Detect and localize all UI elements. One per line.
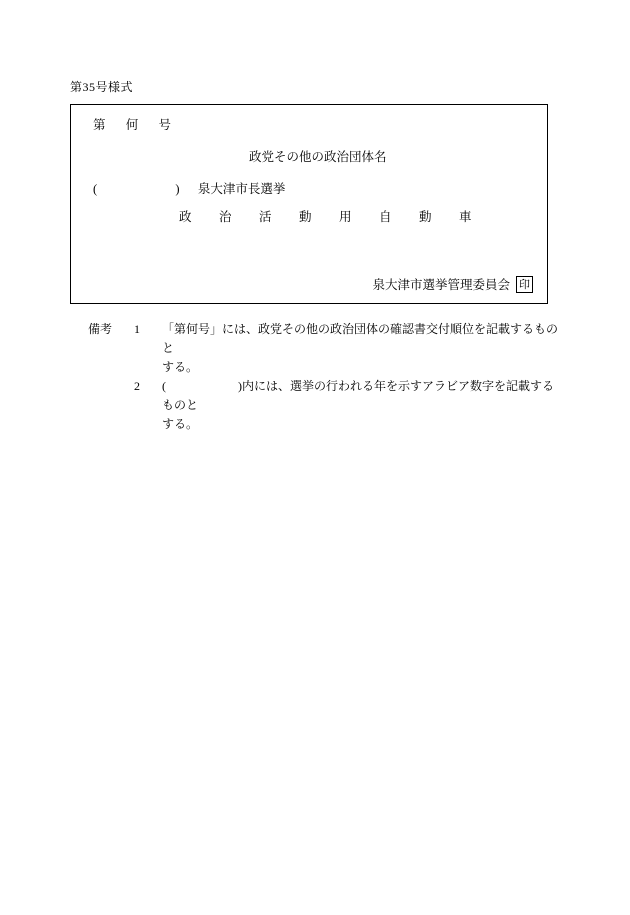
- issuing-committee-name: 泉大津市選挙管理委員会: [372, 278, 510, 292]
- party-name-label: 政党その他の政治団体名: [249, 150, 387, 164]
- note-continuation: する。: [162, 417, 199, 431]
- year-open-paren: (: [93, 182, 98, 196]
- permit-number-prefix: 第: [93, 118, 106, 132]
- notes-section: [88, 320, 558, 434]
- permit-number-line: [93, 115, 171, 133]
- vehicle-title-char: 動: [419, 210, 432, 224]
- vehicle-title-char: 用: [339, 210, 352, 224]
- vehicle-title: [179, 207, 499, 225]
- form-number-label: 第35号様式: [70, 80, 134, 94]
- vehicle-title-char: 政: [179, 210, 192, 224]
- note-number: 1: [134, 322, 140, 336]
- vehicle-title-char: 自: [379, 210, 392, 224]
- seal-stamp-icon: 印: [516, 276, 533, 293]
- note-text: 「第何号」には、政党その他の政治団体の確認書交付順位を記載するものと: [162, 322, 559, 355]
- election-line: [93, 179, 285, 197]
- note-text: ( )内には、選挙の行われる年を示すアラビア数字を記載するものと: [162, 379, 554, 412]
- note-number: 2: [134, 379, 140, 393]
- permit-number-suffix: 号: [158, 118, 172, 132]
- vehicle-title-char: 動: [299, 210, 312, 224]
- election-name: 泉大津市長選挙: [197, 182, 286, 196]
- year-close-paren: ): [175, 182, 180, 196]
- issuing-committee-line: [372, 275, 533, 293]
- vehicle-title-char: 車: [459, 210, 472, 224]
- vehicle-title-char: 活: [259, 210, 272, 224]
- permit-number-middle: 何: [125, 118, 139, 132]
- vehicle-title-char: 治: [219, 210, 232, 224]
- notes-label: 備考: [88, 322, 113, 336]
- form-box: [70, 104, 548, 304]
- note-item: [88, 377, 558, 415]
- note-item: [88, 320, 558, 358]
- note-continuation: する。: [162, 360, 199, 374]
